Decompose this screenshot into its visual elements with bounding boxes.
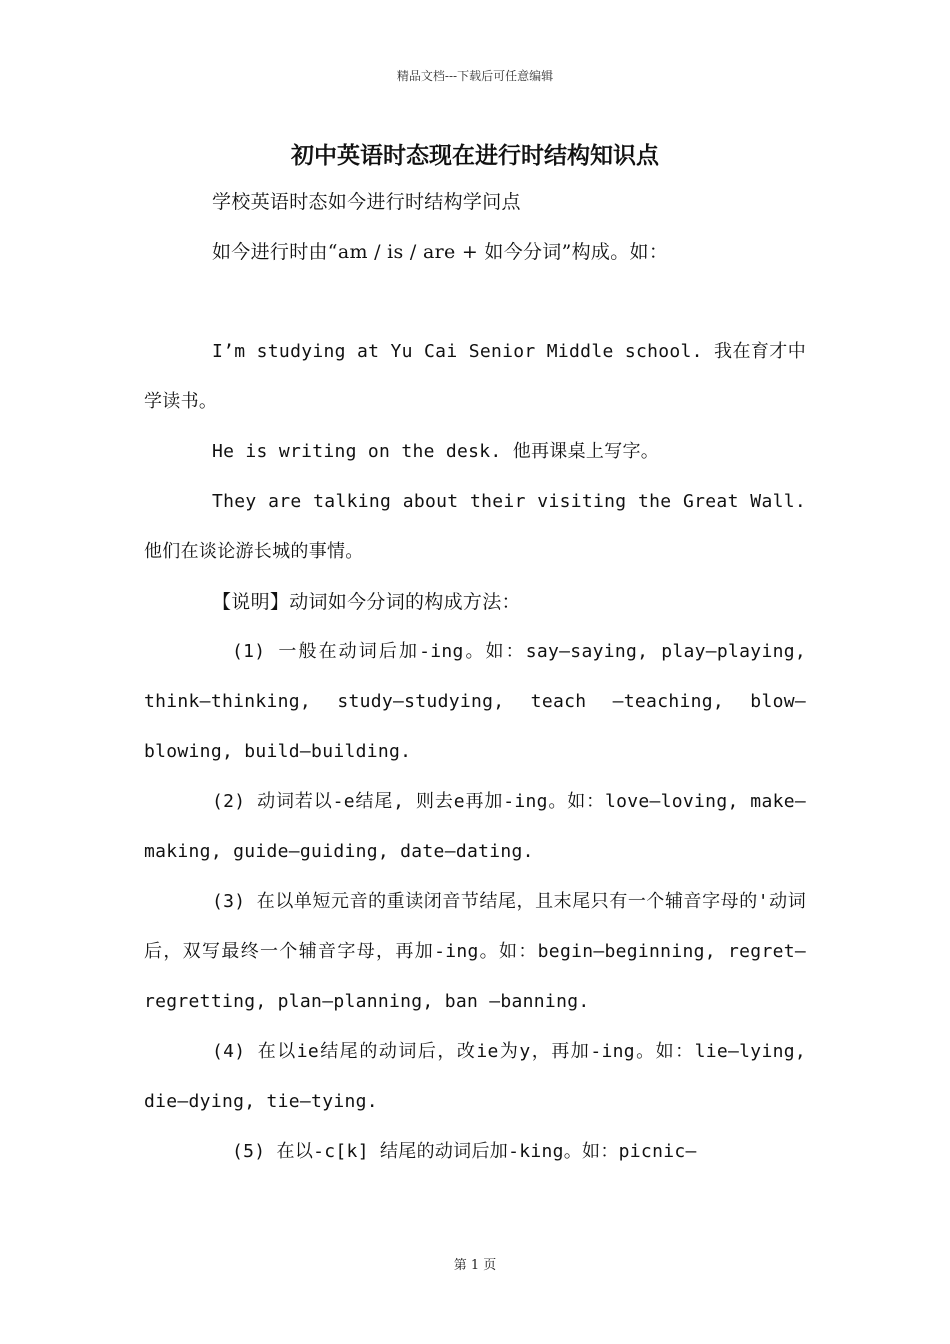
page-header: 精品文档---下载后可任意编辑 bbox=[396, 69, 554, 83]
rule-3: (3) 在以单短元音的重读闭音节结尾，且末尾只有一个辅音字母的'动词后，双写最终一个辅音字母，再加-ing。如：begin—beginning, regret—regretting, plan—planning, ban —banning. bbox=[144, 891, 806, 1012]
rule-4: (4) 在以ie结尾的动词后，改ie为y，再加-ing。如：lie—lying, die—dying, tie—tying. bbox=[144, 1041, 806, 1112]
page-footer: 第 1 页 bbox=[453, 1258, 497, 1273]
document-body bbox=[144, 177, 806, 1177]
example-sentence-1: I’m studying at Yu Cai Senior Middle school. 我在育才中学读书。 bbox=[144, 341, 806, 412]
example-sentence-2: He is writing on the desk. 他再课桌上写字。 bbox=[212, 441, 660, 462]
document-title: 初中英语时态现在进行时结构知识点 bbox=[291, 142, 659, 169]
rule-5: (5) 在以-c[k] 结尾的动词后加-king。如：picnic— bbox=[232, 1141, 697, 1162]
rule-1: (1) 一般在动词后加-ing。如：say—saying, play—playing, think—thinking, study—studying, teach —teaching, blow—blowing, build—building. bbox=[144, 641, 806, 762]
subtitle-paragraph: 学校英语时态如今进行时结构学问点 bbox=[212, 191, 521, 213]
intro-paragraph: 如今进行时由“am / is / are + 如今分词”构成。如： bbox=[212, 241, 669, 263]
blank-line bbox=[144, 277, 806, 327]
note-heading: 【说明】动词如今分词的构成方法： bbox=[212, 591, 521, 613]
example-sentence-3: They are talking about their visiting the Great Wall. 他们在谈论游长城的事情。 bbox=[144, 491, 806, 562]
rule-2: (2) 动词若以-e结尾, 则去e再加-ing。如：love—loving, make—making, guide—guiding, date—dating. bbox=[144, 791, 806, 862]
